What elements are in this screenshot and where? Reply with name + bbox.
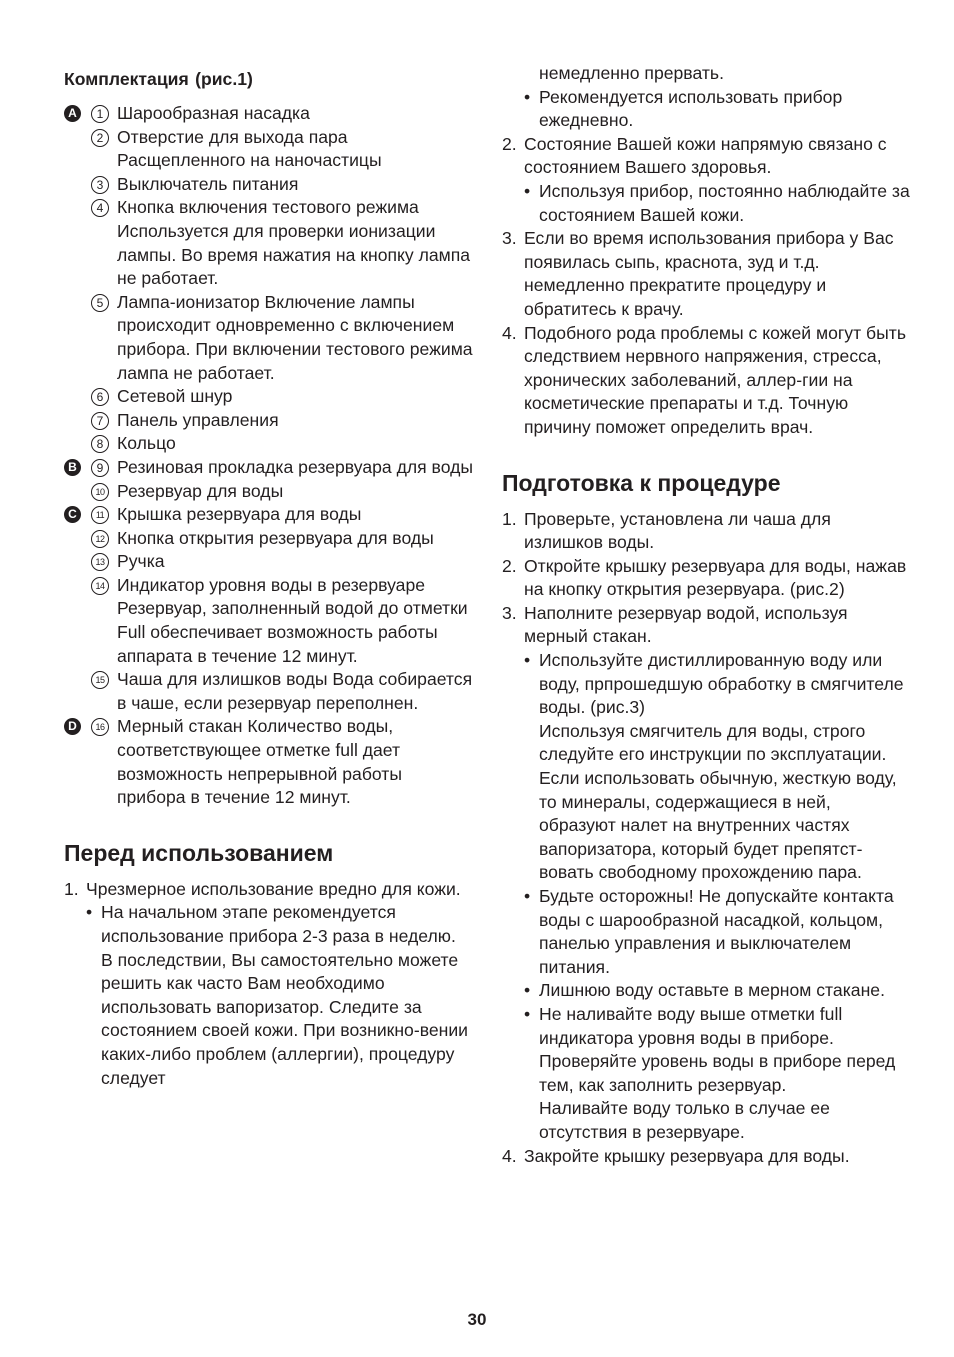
item-number: 1. (64, 878, 79, 899)
bullet-item (524, 1003, 912, 1050)
item-number-badge: 6 (91, 388, 109, 406)
complectation-title: Комплектация (64, 69, 189, 89)
item-text: Ручка (117, 551, 165, 572)
component-item (64, 196, 474, 290)
complectation-list (64, 102, 474, 810)
component-item (64, 668, 474, 715)
item-text: Лампа-ионизатор Включение лампы происходит одновременно с включением прибора. При включении тестового режима лампа не работает. (117, 291, 473, 383)
group-cell (64, 173, 91, 197)
group-cell (64, 291, 91, 385)
component-item (64, 503, 474, 527)
number-cell (91, 126, 117, 173)
group-cell (64, 385, 91, 409)
item-number: 1. (502, 508, 517, 529)
number-cell (91, 503, 117, 527)
list-item (502, 322, 912, 440)
preparation-title: Подготовка к процедуре (502, 469, 781, 496)
bullet-icon: • (524, 180, 531, 201)
group-cell (64, 574, 91, 668)
item-number-badge: 14 (91, 577, 109, 595)
number-cell (91, 527, 117, 551)
complectation-subtitle: (рис.1) (195, 69, 253, 89)
item-text: Панель управления (117, 409, 279, 430)
item-text: Крышка резервуара для воды (117, 504, 362, 525)
item-text: Мерный стакан Количество воды, соответствующее отметке full дает возможность непрерывной работы прибора в течение 12 минут. (117, 716, 403, 808)
component-item (64, 409, 474, 433)
item-number-badge: 12 (91, 530, 109, 548)
bullet-continuation: Наливайте воду только в случае ее отсутствия в резервуаре. (539, 1098, 830, 1142)
item-text: Закройте крышку резервуара для воды. (524, 1145, 850, 1166)
item-number-badge: 3 (91, 176, 109, 194)
bullet-text: Будьте осторожны! Не допускайте контакта воды с шарообразной насадкой, кольцом, панелью управления и выключателем питания. (539, 886, 894, 977)
item-number-badge: 8 (91, 435, 109, 453)
component-item (64, 432, 474, 456)
bullet-icon: • (524, 886, 531, 906)
group-cell (64, 668, 91, 715)
bullet-continuation: Проверяйте уровень воды в приборе перед тем, как заполнить резервуар. (539, 1051, 896, 1095)
bullet-text: Рекомендуется использовать прибор ежедневно. (539, 86, 843, 131)
group-cell (64, 715, 91, 809)
item-number-badge: 15 (91, 671, 109, 689)
number-cell (91, 385, 117, 409)
item-number: 2. (502, 133, 517, 154)
group-cell (64, 102, 91, 126)
component-item (64, 715, 474, 809)
bullet-item (524, 649, 912, 720)
component-item (64, 126, 474, 173)
bullet-item (524, 885, 912, 979)
component-item (64, 550, 474, 574)
complectation-heading (64, 62, 474, 92)
number-cell (91, 291, 117, 385)
bullet-continuation: Если использовать обычную, жесткую воду, то минералы, содержащиеся в ней, образуют налет на внутренних частях вапоризатора, который будет препятст-вовать свободному прохождению пара. (539, 768, 897, 883)
group-cell (64, 527, 91, 551)
bullet-text: Используя прибор, постоянно наблюдайте за состоянием Вашей кожи. (539, 180, 910, 225)
number-cell (91, 480, 117, 504)
item-text: Резервуар для воды (117, 480, 284, 501)
bullet-text: Лишнюю воду оставьте в мерном стакане. (539, 980, 885, 1001)
bullet-item (524, 180, 912, 227)
item-number: 4. (502, 1145, 517, 1166)
list-item (502, 508, 912, 555)
item-text: Сетевой шнур (117, 386, 233, 407)
bullet-icon: • (86, 902, 93, 923)
item-number-badge: 7 (91, 412, 109, 430)
component-item (64, 574, 474, 668)
bullet-continuation: немедленно прервать. (539, 63, 724, 83)
number-cell (91, 574, 117, 668)
component-item (64, 480, 474, 504)
component-item (64, 291, 474, 385)
component-item (64, 102, 474, 126)
component-item (64, 173, 474, 197)
number-cell (91, 173, 117, 197)
item-text: Отверстие для выхода пара Расщепленного на наночастицы (117, 126, 382, 171)
item-number: 4. (502, 322, 517, 343)
bullet-item (524, 86, 912, 133)
component-item (64, 456, 474, 480)
number-cell (91, 715, 117, 809)
component-item (64, 527, 474, 551)
item-text: Шарообразная насадка (117, 103, 310, 123)
list-item (64, 878, 474, 902)
bullet-icon: • (524, 86, 531, 107)
number-cell (91, 550, 117, 574)
item-number-badge: 10 (91, 483, 109, 501)
item-number-badge: 1 (91, 105, 109, 123)
bullet-icon: • (524, 1003, 531, 1024)
list-item (502, 1145, 912, 1169)
item-number: 2. (502, 555, 517, 576)
group-cell (64, 456, 91, 480)
before-use-title: Перед использованием (64, 839, 334, 866)
group-badge: B (64, 459, 81, 476)
list-item (502, 227, 912, 321)
number-cell (91, 409, 117, 433)
item-text: Подобного рода проблемы с кожей могут быть следствием нервного напряжения, стресса, хронических заболеваний, аллер-гии на косметические препараты и т.д. Точную причину поможет определить врач. (524, 322, 906, 437)
left-column (64, 62, 474, 1090)
item-number: 3. (502, 602, 517, 623)
item-text: Наполните резервуар водой, используя мерный стакан. (524, 602, 848, 647)
group-cell (64, 480, 91, 504)
group-badge: C (64, 506, 81, 523)
component-item (64, 385, 474, 409)
item-text: Проверьте, установлена ли чаша для излишков воды. (524, 508, 831, 553)
item-number-badge: 13 (91, 553, 109, 571)
bullet-item (86, 901, 474, 948)
number-cell (91, 196, 117, 290)
item-text: Кнопка открытия резервуара для воды (117, 527, 434, 548)
bullet-icon: • (524, 980, 531, 1001)
item-text: Индикатор уровня воды в резервуаре Резервуар, заполненный водой до отметки Full обеспечивает возможность работы аппарата в течение 12 минут. (117, 574, 468, 666)
item-text: Если во время использования прибора у Вас появилась сыпь, краснота, зуд и т.д. немедленно прекратите процедуру и обратитесь к врачу. (524, 228, 894, 319)
item-number-badge: 5 (91, 294, 109, 312)
list-item (502, 602, 912, 649)
item-text: Состояние Вашей кожи напрямую связано с состоянием Вашего здоровья. (524, 133, 887, 178)
list-item (502, 133, 912, 180)
item-number-badge: 16 (91, 718, 109, 736)
bullet-icon: • (524, 650, 531, 671)
bullet-item (524, 979, 912, 1003)
number-cell (91, 432, 117, 456)
item-text: Кнопка включения тестового режима Используется для проверки ионизации лампы. Во время нажатия на кнопку лампа не работает. (117, 197, 471, 289)
item-text: Резиновая прокладка резервуара для воды (117, 456, 473, 477)
item-number-badge: 2 (91, 129, 109, 147)
bullet-continuation: В последствии, Вы самостоятельно можете решить как часто Вам необходимо использовать вапоризатор. Следите за состоянием своей кожи. При возникно-вении каких-либо проблем (аллергии), процедуру следует (101, 949, 469, 1088)
group-badge: D (64, 718, 81, 735)
item-number-badge: 9 (91, 459, 109, 477)
bullet-continuation: Используя смягчитель для воды, строго следуйте его инструкции по эксплуатации. (539, 720, 887, 765)
list-item (502, 555, 912, 602)
item-number: 3. (502, 228, 517, 249)
item-text: Чрезмерное использование вредно для кожи. (86, 878, 461, 899)
page-number: 30 (467, 1310, 487, 1329)
item-number-badge: 11 (91, 506, 109, 524)
number-cell (91, 102, 117, 126)
group-badge: A (64, 105, 81, 122)
item-text: Откройте крышку резервуара для воды, нажав на кнопку открытия резервуара. (рис.2) (524, 555, 907, 600)
item-text: Чаша для излишков воды Вода собирается в чаше, если резервуар переполнен. (117, 669, 473, 713)
group-cell (64, 126, 91, 173)
group-cell (64, 503, 91, 527)
right-column (502, 62, 912, 1168)
item-text: Кольцо (117, 433, 176, 454)
item-number-badge: 4 (91, 199, 109, 217)
group-cell (64, 432, 91, 456)
group-cell (64, 196, 91, 290)
bullet-text: Используйте дистиллированную воду или воду, прпрошедшую обработку в смягчителе воды. (рис.3) (539, 650, 904, 718)
bullet-text: Не наливайте воду выше отметки full индикатора уровня воды в приборе. (539, 1003, 843, 1048)
bullet-text: На начальном этапе рекомендуется использование прибора 2-3 раза в неделю. (101, 902, 456, 946)
number-cell (91, 668, 117, 715)
number-cell (91, 456, 117, 480)
group-cell (64, 550, 91, 574)
item-text: Выключатель питания (117, 173, 299, 194)
group-cell (64, 409, 91, 433)
